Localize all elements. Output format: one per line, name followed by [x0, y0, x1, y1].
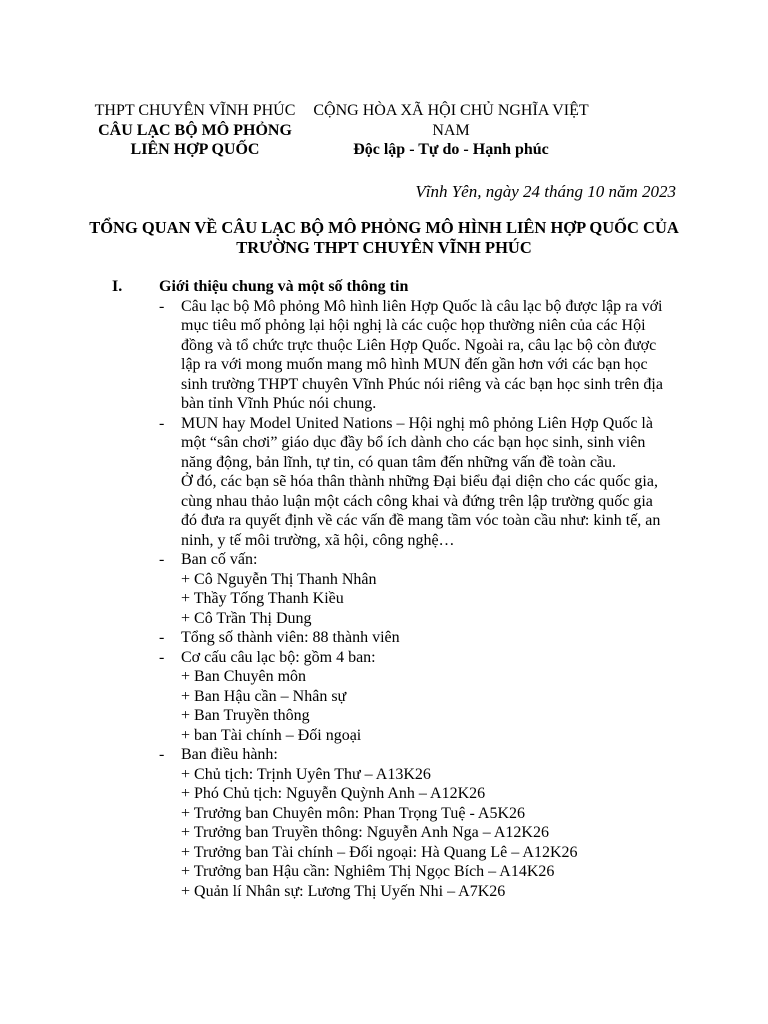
bullet-text: [181, 745, 672, 901]
section-heading: [112, 277, 672, 297]
bullet-line: + Ban Truyền thông: [181, 707, 310, 724]
bullet-line: mục tiêu mố phỏng lại hội nghị là các cuộc họp thường niên của các Hội: [181, 317, 646, 334]
list-item: [112, 745, 672, 901]
bullet-line: bàn tỉnh Vĩnh Phúc nói chung.: [181, 395, 377, 412]
issuer-block: [90, 101, 300, 160]
bullet-line: Cơ cấu câu lạc bộ: gồm 4 ban:: [181, 648, 376, 666]
list-item: [112, 550, 672, 628]
bullet-line: cùng nhau thảo luận một cách công khai và đứng trên lập trường quốc gia: [181, 492, 653, 510]
bullet-dash: -: [159, 746, 165, 763]
section-title: Giới thiệu chung và một số thông tin: [159, 278, 409, 295]
bullet-dash: -: [159, 414, 165, 432]
list-item: [112, 297, 672, 414]
bullet-text: [181, 297, 672, 414]
bullet-line: + Ban Hậu cần – Nhân sự: [181, 687, 347, 705]
list-item: [112, 648, 672, 746]
bullet-line: + Phó Chủ tịch: Nguyễn Quỳnh Anh – A12K26: [181, 785, 486, 802]
bullet-text: [181, 628, 672, 648]
bullet-line: đồng và tổ chức trực thuộc Liên Hợp Quốc. Ngoài ra, câu lạc bộ còn được: [181, 336, 657, 354]
club-name-line1: CÂU LẠC BỘ MÔ PHỎNG: [98, 121, 292, 139]
bullet-line: + Quản lí Nhân sự: Lương Thị Uyến Nhi – A7K26: [181, 882, 506, 900]
bullet-line: đó đưa ra quyết định về các vấn đề mang tầm vóc toàn cầu như: kinh tế, an: [181, 512, 661, 529]
national-motto: Độc lập - Tự do - Hạnh phúc: [353, 141, 549, 158]
bullet-line: lập ra với mong muốn mang mô hình MUN đến gần hơn với các bạn học: [181, 356, 648, 373]
bullet-line: Ban điều hành:: [181, 746, 278, 763]
title-line-2: TRƯỜNG THPT CHUYÊN VĨNH PHÚC: [236, 237, 532, 257]
bullet-list: [112, 297, 672, 902]
bullet-dash: -: [159, 648, 165, 666]
school-name: THPT CHUYÊN VĨNH PHÚC: [94, 102, 296, 119]
document-date: Vĩnh Yên, ngày 24 tháng 10 năm 2023: [415, 182, 676, 201]
bullet-dash: -: [159, 297, 165, 315]
bullet-line: + Ban Chuyên môn: [181, 668, 307, 685]
bullet-line: năng động, bản lĩnh, tự tin, có quan tâm đến những vấn đề toàn cầu.: [181, 453, 617, 471]
national-header: [295, 101, 607, 160]
club-name-line2: LIÊN HỢP QUỐC: [130, 141, 260, 158]
list-item: [112, 628, 672, 648]
bullet-line: + Chủ tịch: Trịnh Uyên Thư – A13K26: [181, 765, 431, 783]
bullet-line: + Trưởng ban Hậu cần: Nghiêm Thị Ngọc Bích – A14K26: [181, 863, 555, 880]
bullet-line: + Trưởng ban Truyền thông: Nguyễn Anh Nga – A12K26: [181, 824, 549, 841]
bullet-text: [181, 648, 672, 746]
bullet-line: Ban cố vấn:: [181, 551, 258, 568]
bullet-line: + Cô Nguyễn Thị Thanh Nhân: [181, 570, 377, 588]
section-introduction: [112, 277, 672, 901]
bullet-line: Ở đó, các bạn sẽ hóa thân thành những Đại biểu đại diện cho các quốc gia,: [181, 473, 658, 490]
bullet-line: Tổng số thành viên: 88 thành viên: [181, 629, 400, 646]
document-title: [80, 218, 688, 257]
bullet-line: + Trưởng ban Chuyên môn: Phan Trọng Tuệ - A5K26: [181, 804, 525, 822]
title-line-1: TỔNG QUAN VỀ CÂU LẠC BỘ MÔ PHỎNG MÔ HÌNH LIÊN HỢP QUỐC CỦA: [89, 218, 679, 237]
bullet-text: [181, 414, 672, 551]
bullet-dash: -: [159, 629, 165, 646]
bullet-line: + ban Tài chính – Đối ngoại: [181, 726, 362, 744]
bullet-line: + Thầy Tống Thanh Kiều: [181, 590, 344, 607]
list-item: [112, 414, 672, 551]
bullet-line: ninh, y tế môi trường, xã hội, công nghệ…: [181, 531, 455, 549]
section-number: I.: [112, 278, 123, 295]
country-name: CỘNG HÒA XÃ HỘI CHỦ NGHĨA VIỆT NAM: [313, 102, 589, 139]
bullet-line: Câu lạc bộ Mô phỏng Mô hình liên Hợp Quốc là câu lạc bộ được lập ra với: [181, 297, 663, 315]
bullet-line: MUN hay Model United Nations – Hội nghị mô phỏng Liên Hợp Quốc là: [181, 414, 653, 432]
bullet-line: một “sân chơi” giáo dục đầy bổ ích dành cho các bạn học sinh, sinh viên: [181, 434, 646, 451]
bullet-line: sinh trường THPT chuyên Vĩnh Phúc nói riêng và các bạn học sinh trên địa: [181, 375, 663, 393]
bullet-line: + Trưởng ban Tài chính – Đối ngoại: Hà Quang Lê – A12K26: [181, 843, 578, 861]
bullet-dash: -: [159, 551, 165, 568]
bullet-text: [181, 550, 672, 628]
bullet-line: + Cô Trần Thị Dung: [181, 609, 312, 627]
